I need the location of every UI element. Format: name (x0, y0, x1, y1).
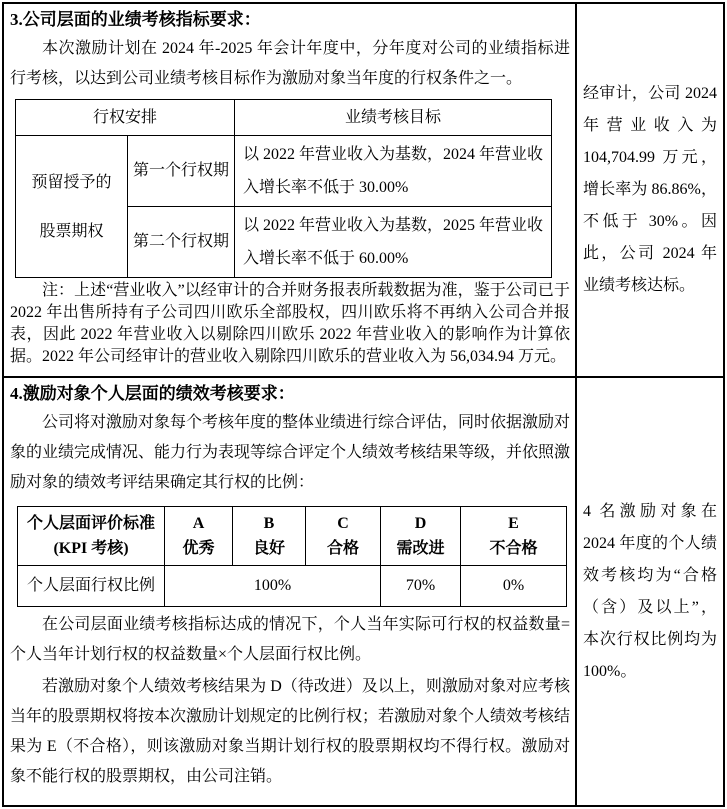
period-1-label: 第一个行权期 (128, 136, 235, 207)
outer-table (2, 2, 725, 807)
row-individual-level (4, 378, 723, 805)
grade-c-label: 合格 (326, 540, 359, 557)
schedule-row-1 (16, 136, 552, 207)
grade-d-letter: D (414, 515, 427, 532)
kpi-header-row (18, 507, 567, 566)
kpi-ratio-row (18, 566, 567, 607)
period-1-target: 以 2022 年营业收入为基数，2024 年营业收入增长率不低于 30.00% (235, 136, 552, 207)
reserved-options-label: 预留授予的股票期权 (16, 136, 128, 278)
ratio-d: 70% (381, 566, 461, 607)
ratio-e: 0% (461, 566, 567, 607)
header-exercise-arrangement: 行权安排 (16, 100, 235, 136)
kpi-criteria-header (18, 507, 165, 566)
grade-e-label: 不合格 (489, 540, 538, 557)
exercise-schedule-table (15, 99, 552, 278)
row-company-level (4, 4, 723, 378)
ratio-abc: 100% (165, 566, 381, 607)
company-level-cell (4, 4, 577, 376)
section3-intro: 本次激励计划在 2024 年-2025 年会计年度中，分年度对公司的业绩指标进行考核，以达到公司业绩考核目标作为激励对象当年度的行权条件之一。 (10, 40, 570, 87)
grade-a-letter: A (192, 515, 205, 532)
section4-heading: 4.激励对象个人层面的绩效考核要求： (10, 384, 295, 403)
period-2-target: 以 2022 年营业收入为基数，2025 年营业收入增长率不低于 60.00% (235, 207, 552, 278)
kpi-grade-c (306, 507, 381, 566)
grade-d-label: 需改进 (396, 540, 445, 557)
kpi-grade-a (165, 507, 233, 566)
kpi-ratio-label: 个人层面行权比例 (18, 566, 165, 607)
grade-e-letter: E (508, 515, 519, 532)
kpi-criteria-line1: 个人层面评价标准 (26, 515, 155, 532)
kpi-grade-b (233, 507, 306, 566)
grade-b-label: 良好 (252, 540, 285, 557)
kpi-grade-e (461, 507, 567, 566)
section4-intro: 公司将对激励对象每个考核年度的整体业绩进行综合评估，同时依据激励对象的业绩完成情况、能力行为表现等综合评定个人绩效考核结果等级，并依照激励对象的绩效考评结果确定其行权的比例： (10, 414, 571, 491)
individual-level-cell (4, 378, 577, 805)
kpi-criteria-line2: (KPI 考核) (53, 540, 129, 557)
period-2-label: 第二个行权期 (128, 207, 235, 278)
kpi-table (17, 506, 567, 607)
company-result-text: 经审计，公司 2024 年营业收入为 104,704.99 万元，增长率为 86.86%，不低于 30%。因此，公司 2024 年业绩考核达标。 (583, 85, 717, 294)
kpi-grade-d (381, 507, 461, 566)
section3-note: 注：上述“营业收入”以经审计的合并财务报表所载数据为准，鉴于公司已于 2022 年出售所持有子公司四川欧乐全部股权，四川欧乐将不再纳入公司合并报表，因此 2022 年营业收入以剔除四川欧乐 2022 年营业收入的影响作为计算依据。2022 年公司经审计的营业收入剔除四川欧乐的营业收入为 56,034.94 万元。 (10, 282, 570, 365)
header-performance-target: 业绩考核目标 (235, 100, 552, 136)
grade-c-letter: C (337, 515, 349, 532)
section4-rules: 若激励对象个人绩效考核结果为 D（待改进）及以上，则激励对象对应考核当年的股票期权将按本次激励计划规定的比例行权；若激励对象个人绩效考核结果为 E（不合格），则该激励对象当期计划行权的股票期权均不得行权。激励对象不能行权的股票期权，由公司注销。 (10, 678, 571, 785)
individual-result-cell (577, 378, 723, 805)
section3-heading: 3.公司层面的业绩考核指标要求： (10, 10, 261, 29)
company-result-cell (577, 4, 723, 376)
grade-b-letter: B (263, 515, 275, 532)
schedule-header-row (16, 100, 552, 136)
individual-result-text: 4 名激励对象在 2024 年度的个人绩效考核均为“合格（含）及以上”，本次行权比例均为 100%。 (583, 502, 717, 680)
grade-a-label: 优秀 (182, 540, 215, 557)
section4-formula: 在公司层面业绩考核指标达成的情况下，个人当年实际可行权的权益数量=个人当年计划行权的权益数量×个人层面行权比例。 (10, 616, 570, 663)
